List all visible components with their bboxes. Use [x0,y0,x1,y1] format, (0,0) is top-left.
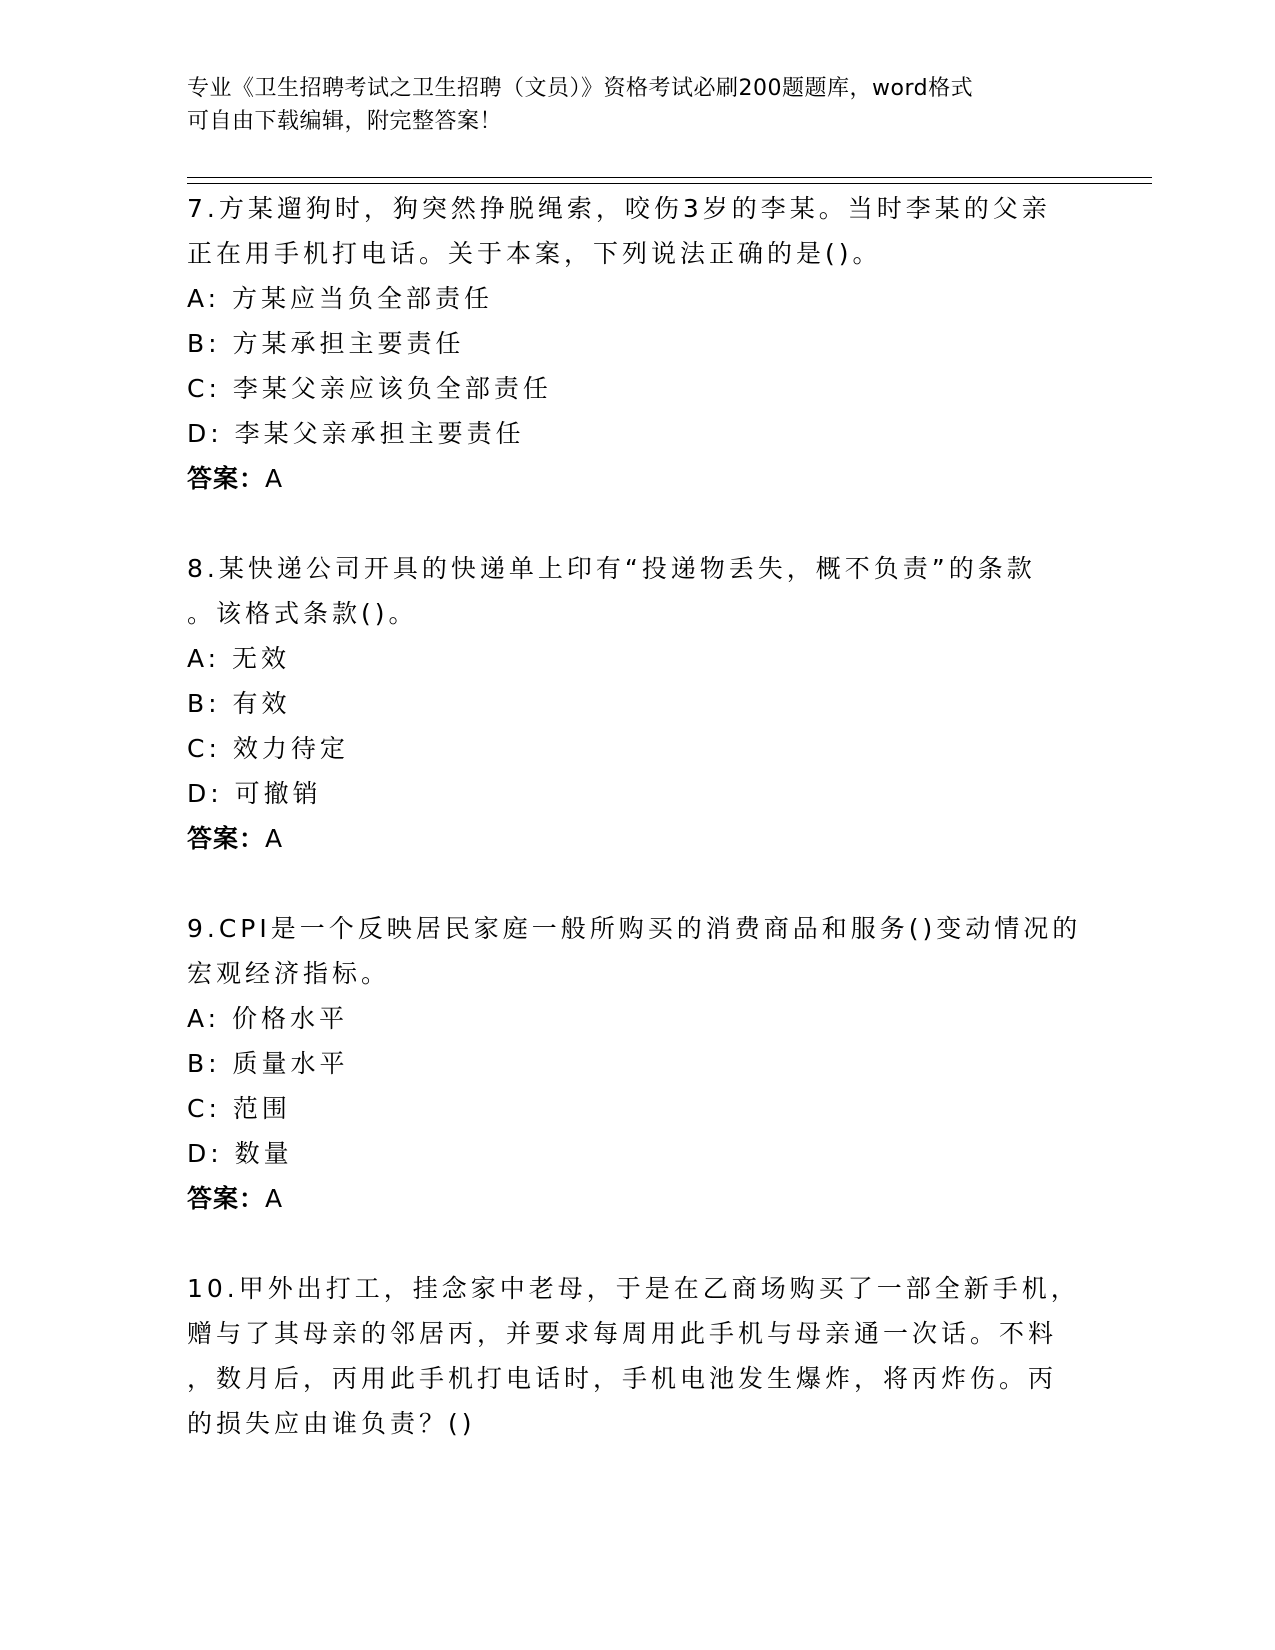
header-line-2: 可自由下载编辑，附完整答案！ [187,109,503,134]
question-text-line: 。该格式条款()。 [187,599,418,628]
header-line-1: 专业《卫生招聘考试之卫生招聘（文员）》资格考试必刷200题题库，word格式 [187,76,974,101]
answer-line [187,816,1087,861]
option-b: B: 有效 [187,689,291,718]
header-divider-bottom [187,183,1152,184]
question-text-line: 正在用手机打电话。关于本案，下列说法正确的是()。 [187,239,882,268]
question-8 [187,546,1087,861]
header-divider-top [187,177,1152,178]
question-text-line: 7.方某遛狗时，狗突然挣脱绳索，咬伤3岁的李某。当时李某的父亲 [187,194,1051,223]
answer-value: A [265,1184,284,1213]
document-header [187,72,1087,138]
option-d: D: 数量 [187,1139,293,1168]
option-d: D: 李某父亲承担主要责任 [187,419,525,448]
question-text-line: ，数月后，丙用此手机打电话时，手机电池发生爆炸，将丙炸伤。丙 [187,1364,1058,1393]
answer-line [187,1176,1087,1221]
question-spacer [187,501,1087,546]
answer-value: A [265,464,284,493]
question-list [187,186,1087,1446]
question-text-line: 9.CPI是一个反映居民家庭一般所购买的消费商品和服务()变动情况的 [187,914,1082,943]
option-c: C: 效力待定 [187,734,349,763]
question-7 [187,186,1087,501]
answer-label: 答案： [187,824,266,853]
option-a: A: 方某应当负全部责任 [187,284,494,313]
option-d: D: 可撤销 [187,779,322,808]
question-text-line: 8.某快递公司开具的快递单上印有“投递物丢失，概不负责”的条款 [187,554,1036,583]
option-c: C: 李某父亲应该负全部责任 [187,374,552,403]
question-text-line: 宏观经济指标。 [187,959,391,988]
question-text-line: 赠与了其母亲的邻居丙，并要求每周用此手机与母亲通一次话。不料 [187,1319,1058,1348]
question-text-line: 的损失应由谁负责？() [187,1409,476,1438]
option-c: C: 范围 [187,1094,291,1123]
option-b: B: 质量水平 [187,1049,349,1078]
option-a: A: 无效 [187,644,291,673]
question-9 [187,906,1087,1221]
answer-line [187,456,1087,501]
option-a: A: 价格水平 [187,1004,349,1033]
answer-label: 答案： [187,1184,266,1213]
question-spacer [187,1221,1087,1266]
question-spacer [187,861,1087,906]
option-b: B: 方某承担主要责任 [187,329,465,358]
question-text-line: 10.甲外出打工，挂念家中老母，于是在乙商场购买了一部全新手机， [187,1274,1080,1303]
question-10 [187,1266,1087,1446]
answer-label: 答案： [187,464,266,493]
answer-value: A [265,824,284,853]
